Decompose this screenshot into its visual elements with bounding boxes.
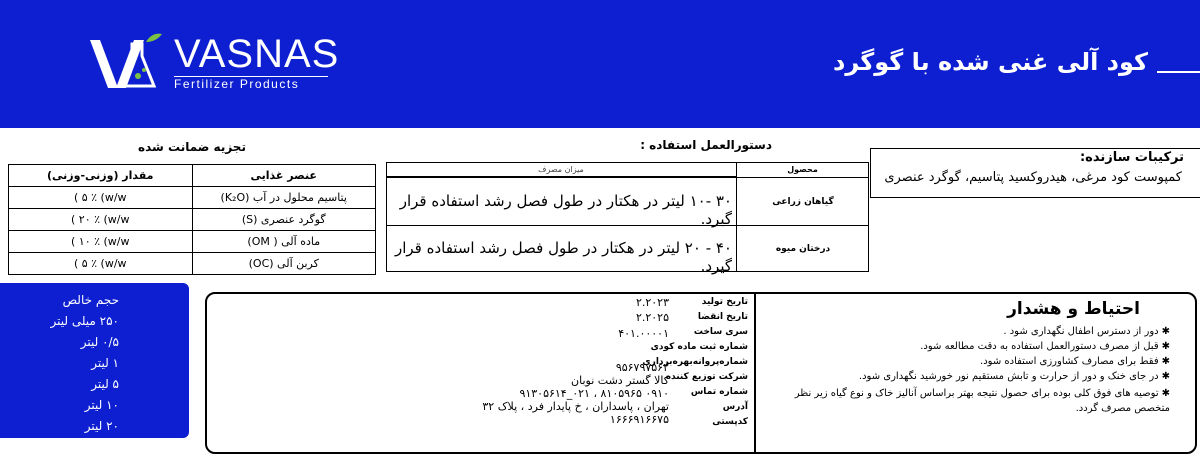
element-cell: ماده آلی ( OM) [192, 231, 376, 253]
volume-item: ۲۰ لیتر [84, 419, 119, 433]
batch-value: ۴۰۱.۰۰۰۰۱ [618, 327, 669, 340]
brand-logo [86, 30, 340, 94]
volume-item: ۲۵۰ میلی لیتر [50, 314, 119, 328]
license-value: ۹۵۶۷۹۷۵۶۲ [615, 361, 669, 374]
usage-rate-cell: ۳۰ -۱۰ لیتر در هکتار در طول فصل رشد استفاده قرار گیرد. [399, 192, 732, 228]
batch-label: سری ساخت [693, 327, 748, 337]
table-row [9, 253, 376, 275]
flask-logo-icon [86, 30, 166, 94]
title-rule [1157, 71, 1200, 73]
element-cell: پتاسیم محلول در آب (K₂O) [192, 187, 376, 209]
element-header: عنصر غذایی [192, 165, 376, 187]
volume-item: ۱ لیتر [91, 356, 119, 370]
amount-cell: ( ۵ ٪ (w/w [9, 253, 193, 275]
usage-product-cell: گیاهان زراعی [772, 197, 834, 207]
header-banner [0, 0, 1200, 128]
amount-cell: ( ۱۰ ٪ (w/w [9, 231, 193, 253]
amount-cell: ( ۵ ٪ (w/w [9, 187, 193, 209]
postal-code-label: کدپستی [712, 417, 748, 427]
table-row [9, 209, 376, 231]
distributor-label: شرکت توزیع کننده [665, 372, 748, 382]
usage-product-cell: درختان میوه [775, 244, 831, 254]
expiry-date-value: ۲.۲۰۲۵ [635, 311, 669, 324]
asterisk-icon: ✱ [1161, 371, 1170, 382]
phone-label: شماره تماس [690, 387, 748, 397]
info-divider [754, 292, 756, 454]
warning-item: ✱دور از دسترس اطفال نگهداری شود . [1003, 326, 1170, 337]
asterisk-icon: ✱ [1161, 326, 1170, 337]
asterisk-icon: ✱ [1161, 388, 1170, 399]
amount-cell: ( ۲۰ ٪ (w/w [9, 209, 193, 231]
warning-item: ✱فقط برای مصارف کشاورزی استفاده شود. [980, 356, 1170, 367]
asterisk-icon: ✱ [1161, 341, 1170, 352]
distributor-value: کالا گستر دشت نوبان [571, 374, 669, 387]
product-title: کود آلی غنی شده با گوگرد [833, 48, 1148, 76]
volume-item: ۰/۵ لیتر [80, 335, 119, 349]
warning-item: ✱توصیه های فوق کلی بوده برای حصول نتیجه بهتر براساس آنالیز خاک و نوع گیاه زیر نظر متخصص مصرف گردد. [794, 388, 1170, 414]
volume-item: ۱۰ لیتر [84, 398, 119, 412]
volume-title: حجم خالص [62, 293, 119, 307]
production-date-label: تاریخ تولید [701, 297, 748, 307]
brand-tagline: Fertilizer Products [174, 77, 300, 91]
production-date-value: ۲.۲۰۲۳ [635, 296, 669, 309]
table-row [9, 187, 376, 209]
brand-name: VASNAS [174, 32, 340, 76]
usage-product-header: محصول [787, 165, 818, 174]
license-label: شماره‌پروانه‌بهره‌برداری [642, 357, 748, 367]
warning-item: ✱در جای خنک و دور از حرارت و تابش مستقیم نور خورشید نگهداری شود. [858, 371, 1170, 382]
registration-label: شماره ثبت ماده کودی [650, 342, 748, 352]
net-volume-box [0, 283, 189, 438]
composition-title: ترکیبات سازنده: [1079, 150, 1184, 165]
warning-title: احتیاط و هشدار [1007, 299, 1140, 319]
element-cell: کربن آلی (OC) [192, 253, 376, 275]
usage-title: دستورالعمل استفاده : [640, 138, 772, 152]
address-label: آدرس [722, 402, 748, 412]
asterisk-icon: ✱ [1161, 356, 1170, 367]
amount-header: مقدار (وزنی-وزنی) [9, 165, 193, 187]
warning-item: ✱قبل از مصرف دستورالعمل استفاده به دقت مطالعه شود. [920, 341, 1170, 352]
guarantee-table [8, 164, 376, 275]
usage-divider [736, 162, 737, 272]
volume-item: ۵ لیتر [91, 377, 119, 391]
usage-rate-header: میزان مصرف [386, 162, 736, 177]
address-value: تهران ، پاسداران ، خ پایدار فرد ، پلاک ۳۲ [482, 400, 669, 413]
expiry-date-label: تاریخ انقضا [697, 312, 748, 322]
phone-value: ۰۹۱۰ ۸۱۰۵۹۶۵ ، ۰۲۱_۹۱۳۰۵۶۱۴ [519, 387, 669, 400]
composition-text: کمپوست کود مرغی، هیدروکسید پتاسیم، گوگرد عنصری [884, 170, 1182, 185]
table-header-row [9, 165, 376, 187]
element-cell: گوگرد عنصری (S) [192, 209, 376, 231]
guarantee-title: تجزیه ضمانت شده [138, 140, 246, 154]
postal-code-value: ۱۶۶۶۹۱۶۶۷۵ [609, 413, 669, 426]
table-row [9, 231, 376, 253]
usage-rate-cell: ۴۰ - ۲۰ لیتر در هکتار در طول فصل رشد استفاده قرار گیرد. [394, 239, 732, 275]
usage-divider [386, 177, 869, 178]
